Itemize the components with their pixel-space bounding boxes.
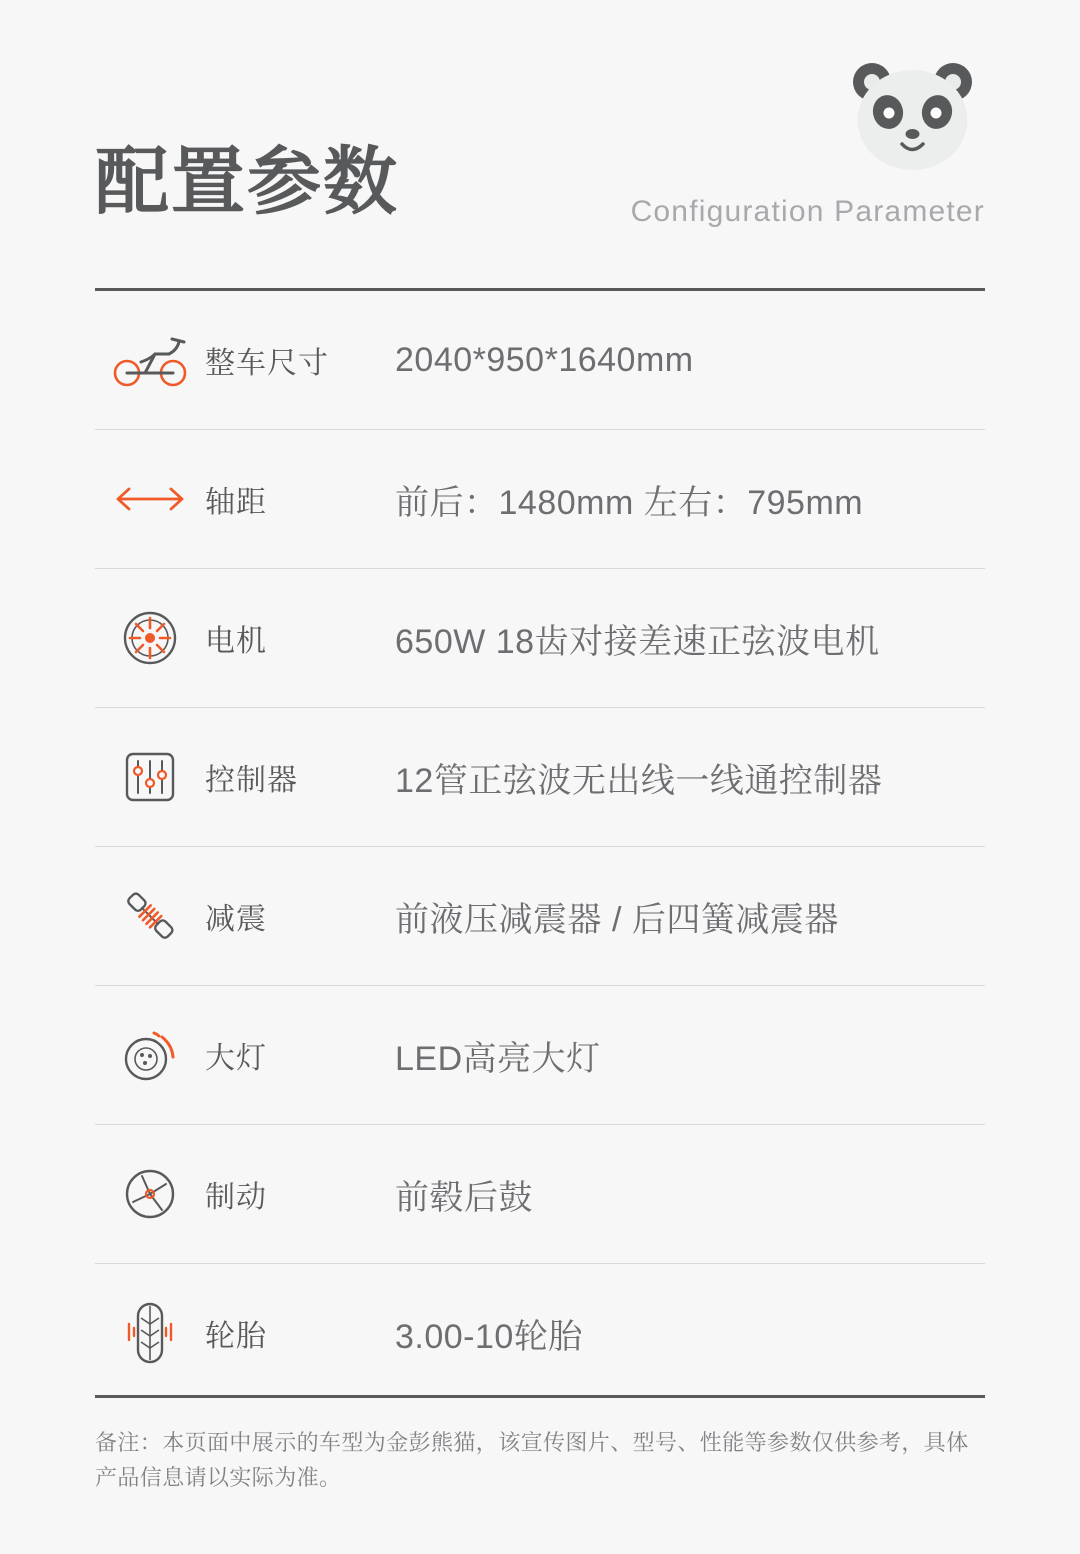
spec-value: 前后：1480mm 左右：795mm: [395, 483, 864, 522]
tire-icon: [95, 1293, 205, 1373]
table-row: [95, 986, 985, 1125]
headlight-icon: [95, 1015, 205, 1095]
brake-icon: [95, 1154, 205, 1234]
table-row: [95, 569, 985, 708]
spec-label: 控制器: [205, 764, 298, 797]
motor-icon: [95, 598, 205, 678]
panda-logo: [840, 60, 985, 185]
scooter-icon: [95, 320, 205, 400]
page-subtitle: Configuration Parameter: [630, 195, 985, 228]
footnote: 备注：本页面中展示的车型为金彭熊猫，该宣传图片、型号、性能等参数仅供参考，具体产品信息请以实际为准。: [95, 1430, 969, 1491]
controller-icon: [95, 737, 205, 817]
spec-label: 轮胎: [205, 1320, 267, 1353]
spec-label: 电机: [205, 625, 267, 658]
spec-value: LED高亮大灯: [395, 1039, 601, 1078]
spec-label: 轴距: [205, 486, 267, 519]
table-row: [95, 291, 985, 430]
spec-label: 大灯: [205, 1042, 267, 1075]
table-row: [95, 1264, 985, 1402]
spec-value: 前毂后鼓: [395, 1178, 533, 1217]
table-row: [95, 847, 985, 986]
table-row: [95, 430, 985, 569]
page-header: [95, 60, 985, 260]
spec-value: 2040*950*1640mm: [395, 340, 694, 379]
footer-divider: [95, 1395, 985, 1398]
shock-absorber-icon: [95, 876, 205, 956]
spec-value: 前液压减震器 / 后四簧减震器: [395, 900, 839, 939]
spec-label: 减震: [205, 903, 267, 936]
double-arrow-icon: [95, 459, 205, 539]
page-title: 配置参数: [95, 140, 399, 223]
spec-label: 整车尺寸: [205, 347, 329, 380]
spec-value: 3.00-10轮胎: [395, 1317, 583, 1356]
spec-table: [95, 291, 985, 1402]
spec-value: 12管正弦波无出线一线通控制器: [395, 761, 883, 800]
table-row: [95, 708, 985, 847]
spec-label: 制动: [205, 1181, 267, 1214]
table-row: [95, 1125, 985, 1264]
spec-value: 650W 18齿对接差速正弦波电机: [395, 622, 880, 661]
